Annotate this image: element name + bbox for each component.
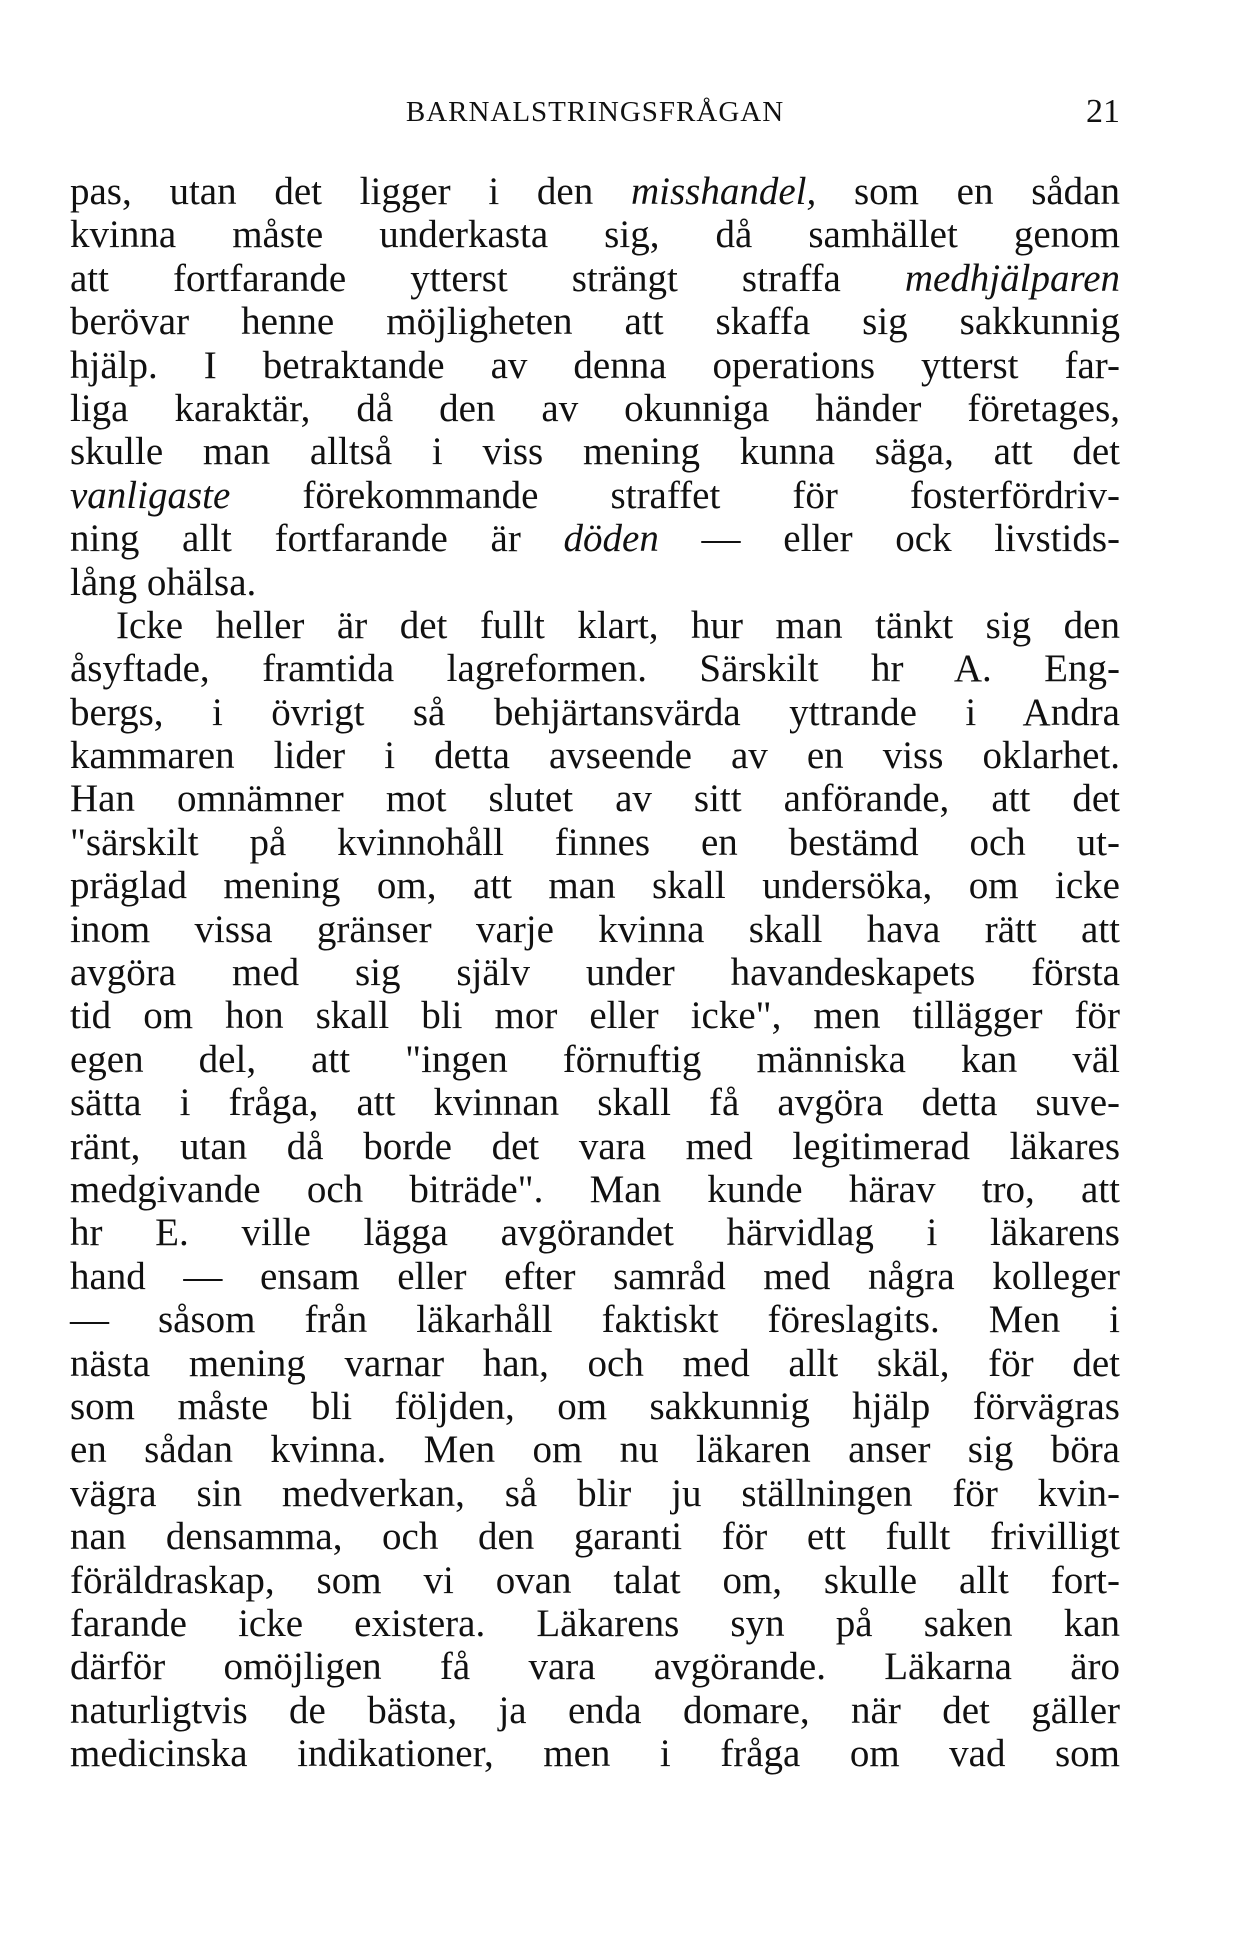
text-line (70, 777, 1120, 820)
text-segment: nan densamma, och den garanti för ett fullt frivilligt (70, 1515, 1120, 1559)
text-line (70, 257, 1120, 300)
running-title: BARNALSTRINGSFRÅGAN (405, 96, 785, 128)
text-segment: hjälp. I betraktande av denna operations ytterst far- (70, 343, 1120, 387)
text-segment: som en sådan (816, 170, 1120, 213)
text-line (70, 1689, 1120, 1732)
text-line (70, 1428, 1120, 1471)
text-line (70, 430, 1120, 473)
text-segment: föräldraskap, som vi ovan talat om, skulle allt fort- (70, 1558, 1120, 1602)
text-line (70, 1385, 1120, 1428)
text-line (70, 1168, 1120, 1211)
text-line (70, 994, 1120, 1037)
text-line (70, 561, 1120, 604)
text-line (70, 1125, 1120, 1168)
text-segment: medgivande och biträde". Man kunde härav tro, att (70, 1167, 1120, 1211)
text-segment: hand — ensam eller efter samråd med några kolleger (70, 1254, 1120, 1298)
italic-phrase: vanligaste (70, 473, 231, 517)
text-segment: lång ohälsa. (70, 560, 257, 604)
text-segment: inom vissa gränser varje kvinna skall hava rätt att (70, 907, 1120, 951)
text-segment: som måste bli följden, om sakkunnig hjälp förvägras (70, 1384, 1120, 1428)
text-line (70, 1038, 1120, 1081)
text-segment: en sådan kvinna. Men om nu läkaren anser sig böra (70, 1428, 1120, 1472)
italic-phrase: medhjälparen (904, 256, 1120, 300)
text-segment: farande icke existera. Läkarens syn på saken kan (70, 1601, 1120, 1645)
italic-phrase: döden (563, 517, 659, 561)
text-segment: kvinna måste underkasta sig, då samhället genom (70, 213, 1120, 257)
text-line (70, 1732, 1120, 1775)
body-text (70, 170, 1120, 1775)
text-segment: hr E. ville lägga avgörandet härvidlag i läkarens (70, 1211, 1120, 1255)
text-line (70, 1342, 1120, 1385)
page-number: 21 (1086, 93, 1120, 130)
text-segment: pas, utan det ligger i den (70, 170, 631, 213)
text-line (70, 1602, 1120, 1645)
text-segment: naturligtvis de bästa, ja enda domare, när det gäller (70, 1688, 1120, 1732)
text-segment: avgöra med sig själv under havandeskapets första (70, 951, 1120, 995)
text-line (70, 387, 1120, 430)
text-segment: sätta i fråga, att kvinnan skall få avgöra detta suve- (70, 1081, 1120, 1125)
text-segment: präglad mening om, att man skall undersöka, om icke (70, 864, 1120, 908)
text-segment: skulle man alltså i viss mening kunna säga, att det (70, 430, 1120, 474)
text-line (70, 170, 1120, 213)
text-segment: åsyftade, framtida lagreformen. Särskilt hr A. Eng- (70, 647, 1120, 691)
text-line (70, 1081, 1120, 1124)
text-segment: ränt, utan då borde det vara med legitimerad läkares (70, 1124, 1120, 1168)
text-line (70, 1559, 1120, 1602)
text-segment: — eller ock livstids- (658, 517, 1120, 561)
text-segment: förekommande straffet för fosterfördriv- (230, 473, 1120, 517)
text-line (70, 213, 1120, 256)
text-segment: vägra sin medverkan, så blir ju ställningen för kvin- (70, 1471, 1120, 1515)
text-line (70, 734, 1120, 777)
text-line (70, 821, 1120, 864)
text-line (70, 604, 1120, 647)
text-line (70, 1472, 1120, 1515)
running-head (70, 92, 1120, 132)
text-segment: tid om hon skall bli mor eller icke", men tillägger för (70, 994, 1120, 1038)
text-segment: — såsom från läkarhåll faktiskt föreslagits. Men i (70, 1298, 1120, 1342)
text-segment: Icke heller är det fullt klart, hur man tänkt sig den (116, 603, 1120, 647)
text-segment: Han omnämner mot slutet av sitt anförande, att det (70, 777, 1120, 821)
text-segment: bergs, i övrigt så behjärtansvärda yttrande i Andra (70, 690, 1120, 734)
text-segment: "särskilt på kvinnohåll finnes en bestämd och ut- (70, 820, 1120, 864)
text-line (70, 517, 1120, 560)
text-line (70, 1211, 1120, 1254)
text-segment: att fortfarande ytterst strängt straffa (70, 256, 905, 300)
text-line (70, 864, 1120, 907)
text-line (70, 344, 1120, 387)
text-segment: liga karaktär, då den av okunniga händer företages, (70, 386, 1120, 430)
text-line (70, 1298, 1120, 1341)
italic-phrase: misshandel, (630, 170, 817, 213)
text-segment: medicinska indikationer, men i fråga om vad som (70, 1732, 1120, 1776)
text-line (70, 691, 1120, 734)
text-line (70, 647, 1120, 690)
text-line (70, 474, 1120, 517)
text-line (70, 300, 1120, 343)
text-line (70, 1515, 1120, 1558)
text-segment: ning allt fortfarande är (70, 517, 564, 561)
text-line (70, 908, 1120, 951)
text-segment: därför omöjligen få vara avgörande. Läkarna äro (70, 1645, 1120, 1689)
text-line (70, 1645, 1120, 1688)
text-line (70, 1255, 1120, 1298)
text-segment: kammaren lider i detta avseende av en viss oklarhet. (70, 734, 1120, 778)
text-segment: egen del, att "ingen förnuftig människa kan väl (70, 1037, 1120, 1081)
text-segment: berövar henne möjligheten att skaffa sig sakkunnig (70, 300, 1120, 344)
text-line (70, 951, 1120, 994)
text-segment: nästa mening varnar han, och med allt skäl, för det (70, 1341, 1120, 1385)
